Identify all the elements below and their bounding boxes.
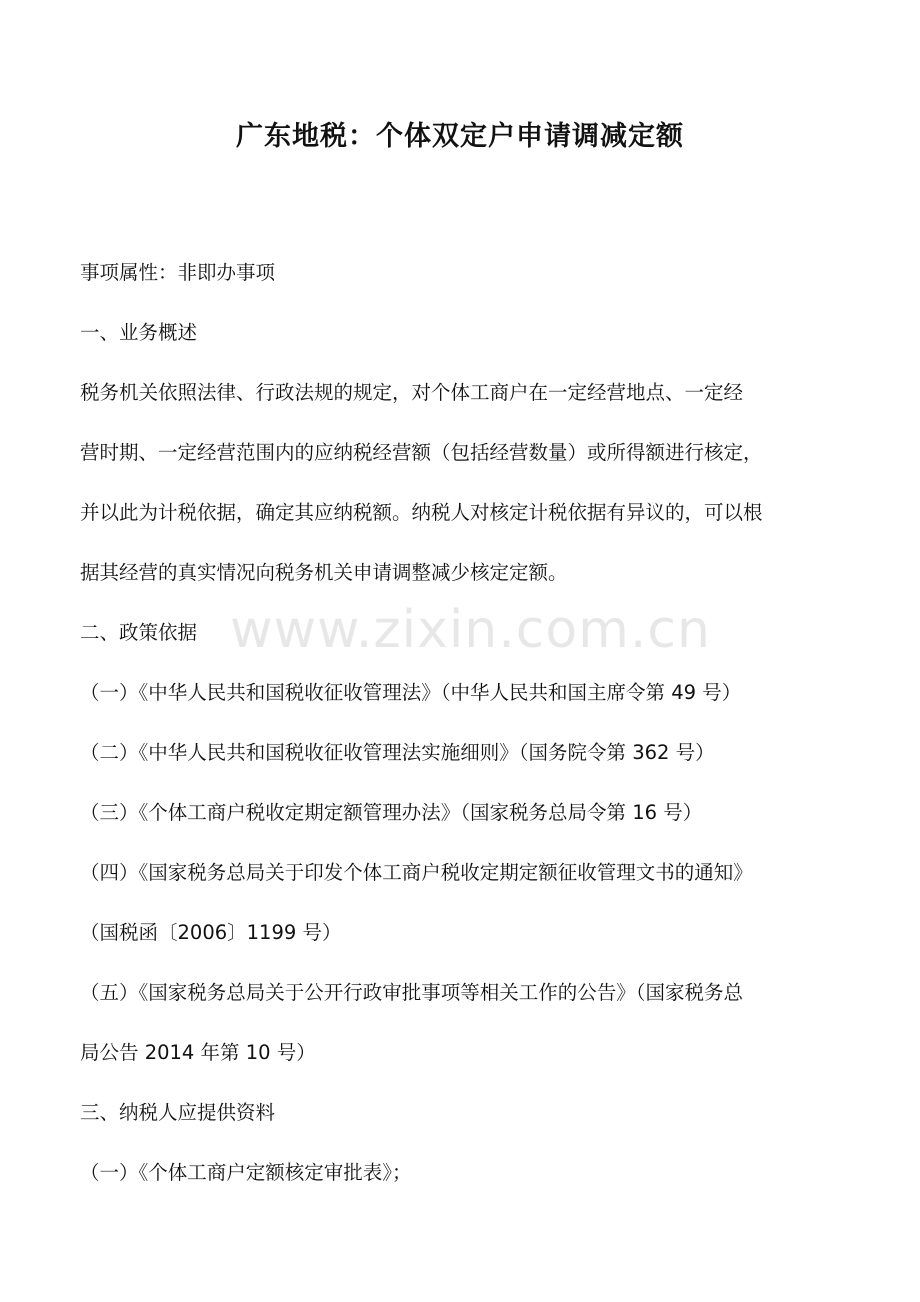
section-heading-overview: 一、业务概述 — [80, 321, 198, 344]
item-attribute: 事项属性：非即办事项 — [80, 261, 276, 284]
policy-item: （三）《个体工商户税收定期定额管理办法》（国家税务总局令第 16 号） — [80, 801, 703, 824]
policy-item-continuation: 局公告 2014 年第 10 号） — [80, 1041, 316, 1064]
materials-item: （一）《个体工商户定额核定审批表》； — [80, 1161, 412, 1184]
policy-item: （四）《国家税务总局关于印发个体工商户税收定期定额征收管理文书的通知》 — [80, 861, 753, 884]
paragraph-line: 营时期、一定经营范围内的应纳税经营额（包括经营数量）或所得额进行核定， — [80, 441, 763, 464]
paragraph-line: 并以此为计税依据，确定其应纳税额。纳税人对核定计税依据有异议的，可以根 — [80, 501, 763, 524]
section-heading-materials: 三、纳税人应提供资料 — [80, 1101, 276, 1124]
policy-item: （五）《国家税务总局关于公开行政审批事项等相关工作的公告》（国家税务总 — [80, 981, 744, 1004]
section-heading-policy-basis: 二、政策依据 — [80, 621, 198, 644]
paragraph-line: 据其经营的真实情况向税务机关申请调整减少核定定额。 — [80, 561, 568, 584]
policy-item: （一）《中华人民共和国税收征收管理法》（中华人民共和国主席令第 49 号） — [80, 681, 742, 704]
policy-item-continuation: （国税函〔2006〕1199 号） — [80, 921, 342, 944]
watermark: www.zixin.com.cn — [230, 600, 711, 660]
paragraph-line: 税务机关依照法律、行政法规的规定，对个体工商户在一定经营地点、一定经 — [80, 381, 744, 404]
document-title: 广东地税：个体双定户申请调减定额 — [236, 121, 684, 152]
policy-item: （二）《中华人民共和国税收征收管理法实施细则》（国务院令第 362 号） — [80, 741, 715, 764]
